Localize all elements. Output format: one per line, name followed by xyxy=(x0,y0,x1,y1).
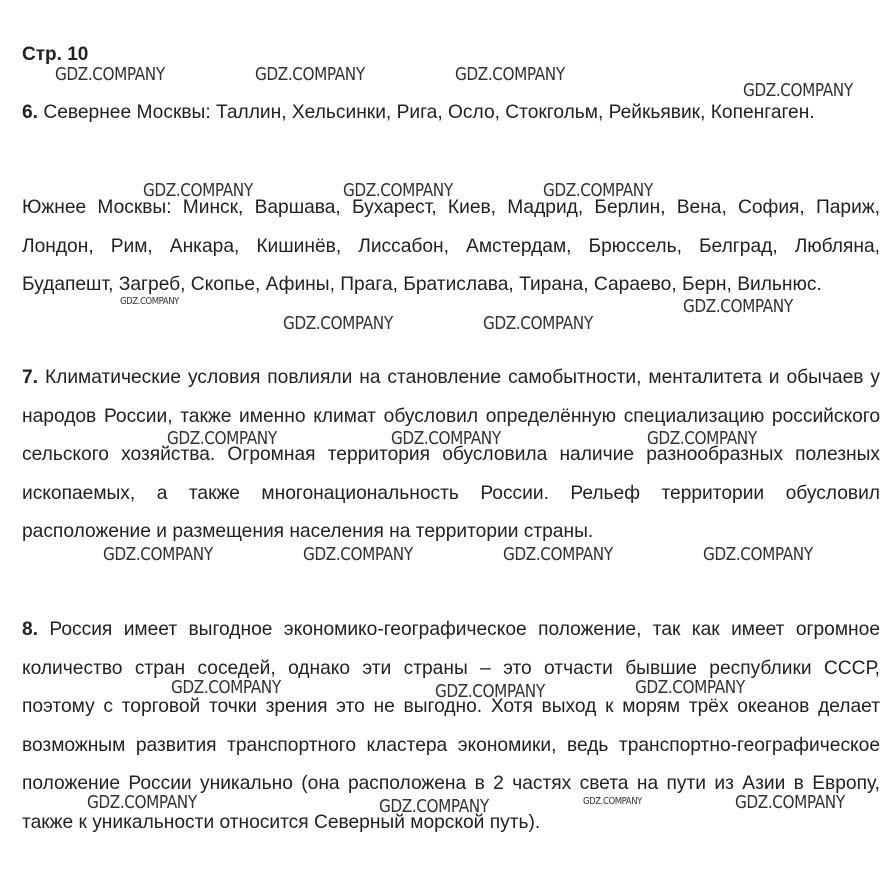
watermark: GDZ.COMPANY xyxy=(735,792,845,813)
watermark: GDZ.COMPANY xyxy=(503,544,613,565)
watermark: GDZ.COMPANY xyxy=(143,180,253,201)
watermark: GDZ.COMPANY xyxy=(455,64,565,85)
answer-number: 8. xyxy=(22,619,39,640)
watermark: GDZ.COMPANY xyxy=(683,296,793,317)
watermark: GDZ.COMPANY xyxy=(391,428,501,449)
answer-number: 6. xyxy=(22,102,39,123)
page-heading: Стр. 10 xyxy=(22,44,89,65)
answer-6 xyxy=(22,94,880,133)
answer-text: Южнее Москвы: Минск, Варшава, Бухарест, Киев, Мадрид, Берлин, Вена, София, Париж, Лондон, Рим, Анкара, Кишинёв, Лиссабон, Амстердам, Брюссель, Белград, Любляна, Будапешт, Загреб, Скопье, Афины, Прага, Братислава, Тирана, Сараево, Берн, Вильнюс. xyxy=(22,197,880,295)
answer-text: Севернее Москвы: Таллин, Хельсинки, Рига, Осло, Стокгольм, Рейкьявик, Копенгаген. xyxy=(43,102,815,123)
answer-6-south xyxy=(22,189,880,305)
watermark: GDZ.COMPANY xyxy=(703,544,813,565)
watermark: GDZ.COMPANY xyxy=(435,681,545,702)
answer-number: 7. xyxy=(22,367,39,388)
watermark: GDZ.COMPANY xyxy=(103,544,213,565)
answer-7 xyxy=(22,359,880,552)
watermark: GDZ.COMPANY xyxy=(283,313,393,334)
watermark: GDZ.COMPANY xyxy=(55,64,165,85)
watermark: GDZ.COMPANY xyxy=(167,428,277,449)
watermark: GDZ.COMPANY xyxy=(303,544,413,565)
answer-8 xyxy=(22,611,880,842)
watermark: GDZ.COMPANY xyxy=(647,428,757,449)
watermark: GDZ.COMPANY xyxy=(171,677,281,698)
watermark: GDZ.COMPANY xyxy=(87,792,197,813)
answer-text: Климатические условия повлияли на становление самобытности, менталитета и обычаев у народов России, также именно климат обусловил определённую специализацию российского сельского хозяйства. Огромная территория обусловила наличие разнообразных полезных ископаемых, а также многонациональность России. Рельеф территории обусловил расположение и размещения населения на территории страны. xyxy=(22,367,880,542)
watermark: GDZ.COMPANY xyxy=(255,64,365,85)
watermark: GDZ.COMPANY xyxy=(483,313,593,334)
watermark: GDZ.COMPANY xyxy=(583,796,642,807)
watermark: GDZ.COMPANY xyxy=(379,796,489,817)
watermark: GDZ.COMPANY xyxy=(635,677,745,698)
watermark: GDZ.COMPANY xyxy=(743,80,853,101)
watermark: GDZ.COMPANY xyxy=(343,180,453,201)
watermark: GDZ.COMPANY xyxy=(543,180,653,201)
watermark: GDZ.COMPANY xyxy=(120,296,179,307)
answer-text: Россия имеет выгодное экономико-географическое положение, так как имеет огромное количество стран соседей, однако эти страны – это отчасти бывшие республики СССР, поэтому с торговой точки зрения это не выгодно. Хотя выход к морям трёх океанов делает возможным развития транспортного кластера экономики, ведь транспортно-географическое положение России уникально (она расположена в 2 частях света на пути из Азии в Европу, также к уникальности относится Северный морской путь). xyxy=(22,619,880,833)
